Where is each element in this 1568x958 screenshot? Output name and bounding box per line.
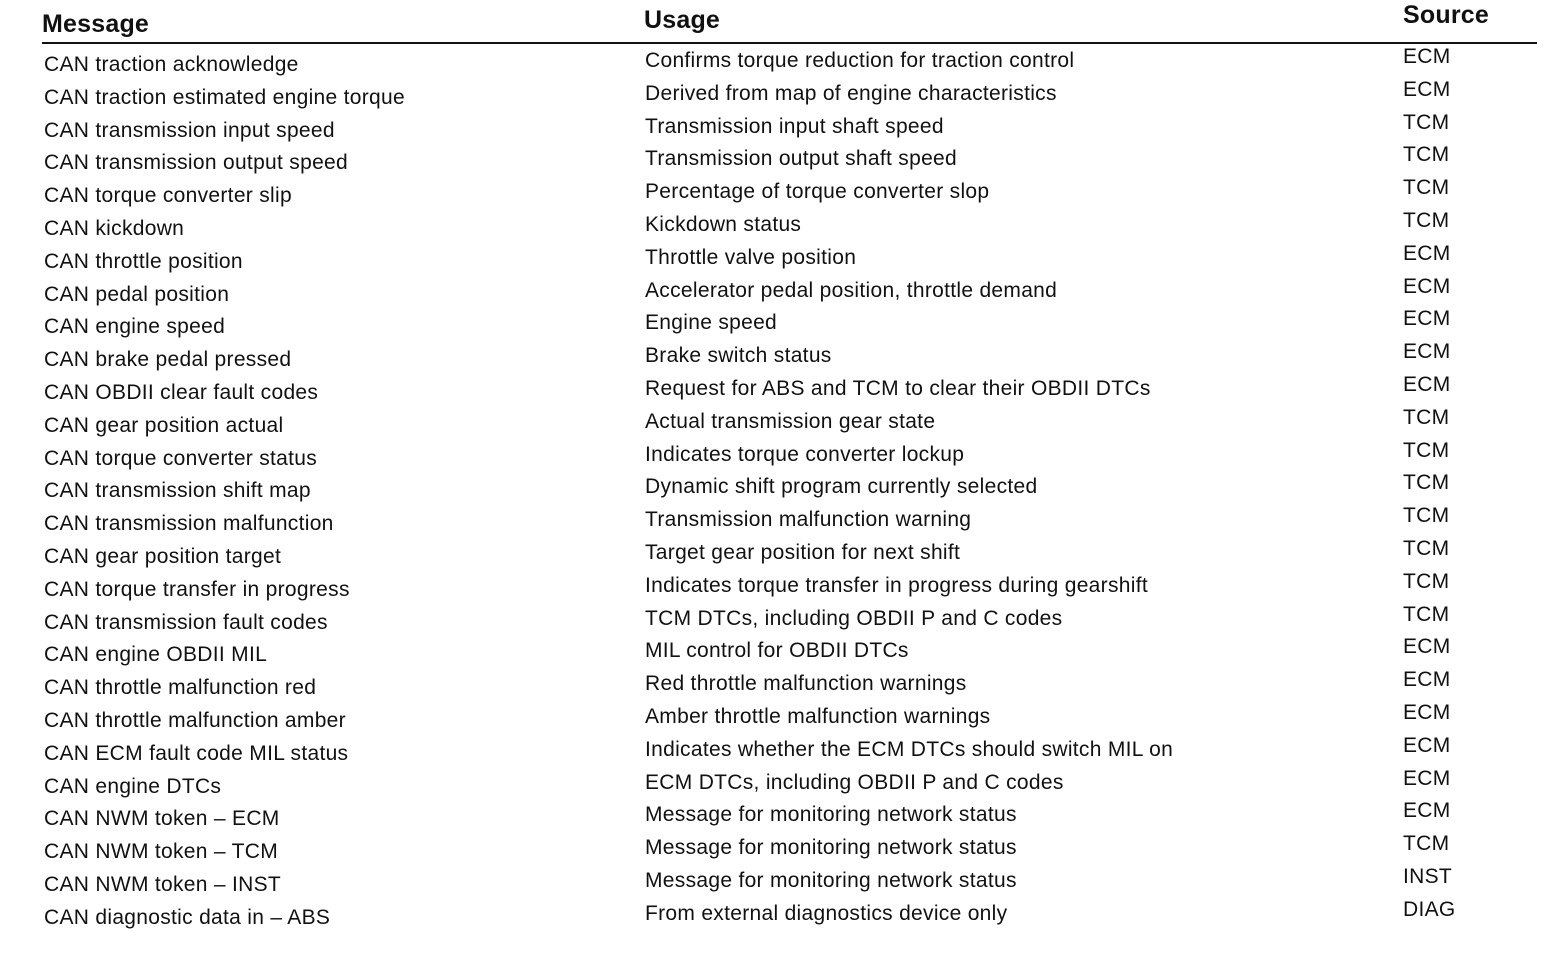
message-cell: CAN transmission output speed: [44, 151, 349, 175]
message-cell: CAN torque converter status: [44, 446, 318, 470]
source-cell: TCM: [1403, 569, 1450, 593]
message-cell: CAN NWM token – TCM: [44, 840, 279, 864]
table-row: [0, 733, 1568, 769]
message-cell: CAN pedal position: [44, 282, 230, 306]
usage-cell: Confirms torque reduction for traction control: [645, 49, 1075, 72]
source-cell: ECM: [1403, 766, 1451, 790]
table-row: [0, 274, 1568, 310]
table-row: [0, 208, 1568, 244]
source-cell: TCM: [1403, 832, 1450, 856]
source-cell: ECM: [1403, 45, 1451, 68]
message-cell: CAN NWM token – ECM: [44, 807, 280, 831]
table-row: [0, 110, 1568, 146]
usage-cell: TCM DTCs, including OBDII P and C codes: [645, 606, 1063, 630]
source-cell: ECM: [1403, 307, 1451, 331]
usage-cell: Transmission input shaft speed: [645, 114, 944, 138]
table-body: [0, 47, 1568, 933]
message-cell: CAN transmission fault codes: [44, 610, 328, 634]
usage-cell: MIL control for OBDII DTCs: [645, 639, 909, 663]
source-cell: TCM: [1403, 536, 1450, 560]
usage-cell: Request for ABS and TCM to clear their OBDII DTCs: [645, 376, 1151, 400]
table-row: [0, 766, 1568, 802]
message-cell: CAN torque transfer in progress: [44, 577, 350, 601]
table-row: [0, 372, 1568, 408]
usage-cell: Transmission malfunction warning: [645, 508, 972, 532]
message-cell: CAN diagnostic data in – ABS: [44, 905, 331, 929]
table-row: [0, 700, 1568, 736]
source-cell: TCM: [1403, 471, 1450, 495]
usage-cell: Amber throttle malfunction warnings: [645, 704, 991, 728]
source-cell: TCM: [1403, 405, 1450, 429]
message-cell: CAN transmission shift map: [44, 479, 311, 503]
table-row: [0, 897, 1568, 933]
usage-cell: Target gear position for next shift: [645, 540, 961, 564]
source-cell: ECM: [1403, 733, 1451, 757]
usage-cell: Red throttle malfunction warnings: [645, 672, 967, 696]
table-row: [0, 405, 1568, 441]
table-row: [0, 864, 1568, 900]
source-cell: TCM: [1403, 176, 1450, 200]
header-usage: Usage: [644, 6, 721, 34]
usage-cell: Message for monitoring network status: [645, 803, 1017, 827]
source-cell: ECM: [1403, 241, 1451, 265]
message-cell: CAN throttle position: [44, 249, 243, 273]
usage-cell: Dynamic shift program currently selected: [645, 475, 1038, 499]
table-row: [0, 834, 1568, 867]
table-row: [0, 602, 1568, 638]
message-cell: CAN ECM fault code MIL status: [44, 741, 349, 765]
message-cell: CAN kickdown: [44, 216, 185, 240]
usage-cell: Accelerator pedal position, throttle demand: [645, 278, 1058, 302]
table-row: [0, 473, 1568, 506]
source-cell: ECM: [1403, 77, 1451, 101]
usage-cell: Percentage of torque converter slop: [645, 180, 990, 204]
message-cell: CAN gear position target: [44, 544, 282, 568]
table-row: [0, 801, 1568, 834]
usage-cell: ECM DTCs, including OBDII P and C codes: [645, 770, 1064, 794]
usage-cell: Kickdown status: [645, 212, 802, 236]
usage-cell: Message for monitoring network status: [645, 868, 1017, 892]
source-cell: DIAG: [1403, 897, 1456, 921]
message-cell: CAN brake pedal pressed: [44, 348, 292, 372]
table-row: [0, 47, 1568, 80]
table-row: [0, 145, 1568, 178]
table-row: [0, 342, 1568, 375]
message-cell: CAN traction estimated engine torque: [44, 85, 405, 109]
message-cell: CAN engine DTCs: [44, 774, 222, 798]
table-row: [0, 569, 1568, 605]
usage-cell: Indicates torque transfer in progress during gearshift: [645, 573, 1148, 597]
source-cell: TCM: [1403, 208, 1450, 232]
usage-cell: Brake switch status: [645, 344, 832, 368]
table-row: [0, 637, 1568, 670]
usage-cell: Indicates whether the ECM DTCs should switch MIL on: [645, 737, 1174, 761]
message-cell: CAN traction acknowledge: [44, 53, 299, 76]
usage-cell: From external diagnostics device only: [645, 901, 1008, 925]
message-cell: CAN throttle malfunction amber: [44, 708, 346, 732]
message-cell: CAN transmission malfunction: [44, 512, 334, 536]
source-cell: INST: [1403, 864, 1453, 888]
message-cell: CAN engine OBDII MIL: [44, 643, 268, 667]
source-cell: ECM: [1403, 668, 1451, 692]
source-cell: TCM: [1403, 110, 1450, 134]
table-row: [0, 178, 1568, 211]
source-cell: ECM: [1403, 372, 1451, 396]
source-cell: TCM: [1403, 504, 1450, 528]
usage-cell: Transmission output shaft speed: [645, 147, 958, 171]
message-cell: CAN transmission input speed: [44, 118, 335, 142]
source-cell: TCM: [1403, 143, 1450, 167]
table-row: [0, 77, 1568, 113]
message-cell: CAN OBDII clear fault codes: [44, 380, 319, 404]
usage-cell: Derived from map of engine characteristics: [645, 81, 1057, 105]
usage-cell: Engine speed: [645, 311, 778, 335]
header-source: Source: [1403, 1, 1489, 29]
source-cell: ECM: [1403, 700, 1451, 724]
table-row: [0, 670, 1568, 703]
usage-cell: Message for monitoring network status: [645, 836, 1017, 860]
source-cell: ECM: [1403, 635, 1451, 659]
table-row: [0, 309, 1568, 342]
source-cell: ECM: [1403, 340, 1451, 364]
message-cell: CAN torque converter slip: [44, 184, 292, 208]
message-cell: CAN throttle malfunction red: [44, 676, 317, 700]
message-cell: CAN NWM token – INST: [44, 872, 282, 896]
usage-cell: Indicates torque converter lockup: [645, 442, 965, 466]
table-row: [0, 438, 1568, 474]
table-row: [0, 241, 1568, 277]
table-row: [0, 536, 1568, 572]
source-cell: TCM: [1403, 602, 1450, 626]
source-cell: ECM: [1403, 274, 1451, 298]
source-cell: TCM: [1403, 438, 1450, 462]
header-message: Message: [42, 10, 150, 38]
table-row: [0, 506, 1568, 539]
usage-cell: Throttle valve position: [645, 245, 857, 269]
source-cell: ECM: [1403, 799, 1451, 823]
usage-cell: Actual transmission gear state: [645, 409, 936, 433]
message-cell: CAN gear position actual: [44, 413, 284, 437]
table-header: [42, 1, 1537, 44]
message-cell: CAN engine speed: [44, 315, 226, 339]
